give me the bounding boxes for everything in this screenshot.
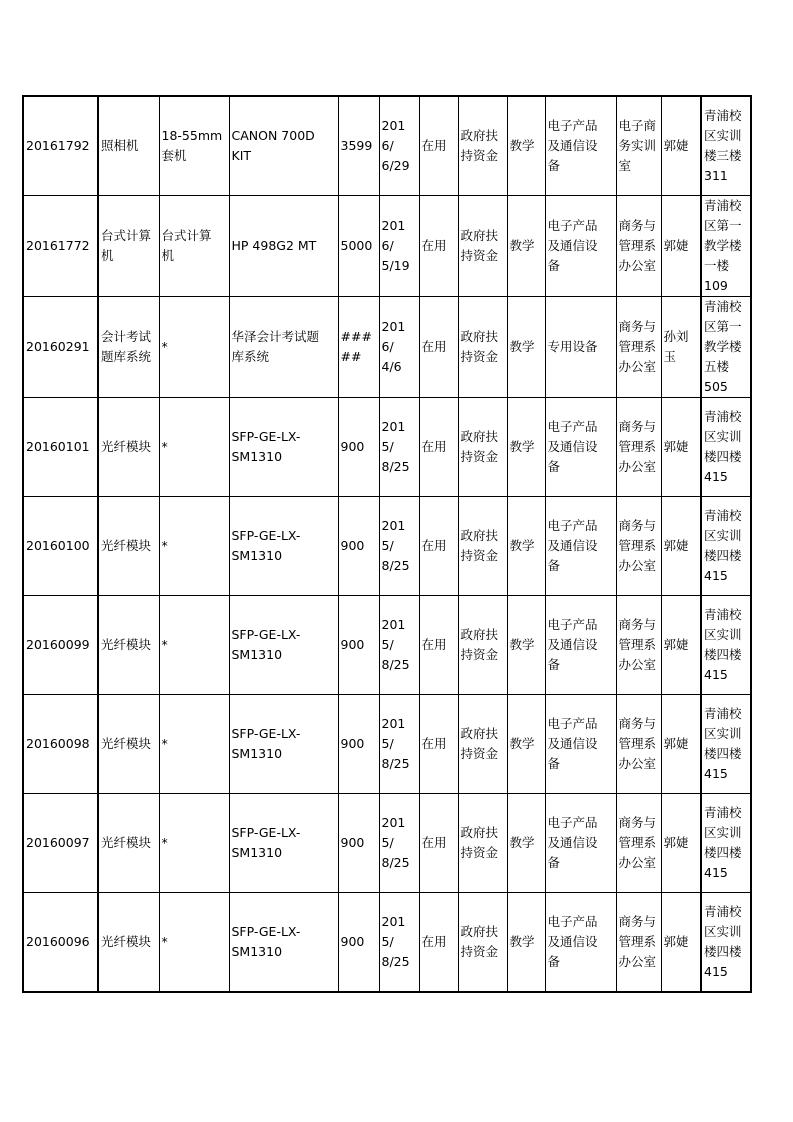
asset-name-cell: 光纤模块	[98, 794, 159, 893]
location-cell: 青浦校 区第一 教学楼 一楼 109	[701, 196, 751, 297]
usage-cell: 教学	[507, 96, 545, 196]
spec-cell: 18-55mm 套机	[159, 96, 229, 196]
asset-id-cell: 20161792	[23, 96, 98, 196]
date-cell: 2016/ 4/6	[379, 297, 419, 398]
model-cell: HP 498G2 MT	[229, 196, 338, 297]
model-cell: SFP-GE-LX- SM1310	[229, 893, 338, 993]
spec-cell: *	[159, 794, 229, 893]
category-cell: 专用设备	[545, 297, 616, 398]
spec-cell: *	[159, 497, 229, 596]
price-cell: 3599	[338, 96, 379, 196]
asset-name-cell: 会计考试 题库系统	[98, 297, 159, 398]
funding-cell: 政府扶 持资金	[458, 497, 507, 596]
date-cell: 2016/ 5/19	[379, 196, 419, 297]
department-cell: 商务与 管理系 办公室	[616, 297, 661, 398]
location-cell: 青浦校 区实训 楼三楼 311	[701, 96, 751, 196]
location-cell: 青浦校 区实训 楼四楼 415	[701, 893, 751, 993]
asset-id-cell: 20160100	[23, 497, 98, 596]
usage-cell: 教学	[507, 893, 545, 993]
price-cell: 900	[338, 893, 379, 993]
location-cell: 青浦校 区第一 教学楼 五楼 505	[701, 297, 751, 398]
asset-id-cell: 20160291	[23, 297, 98, 398]
asset-name-cell: 光纤模块	[98, 497, 159, 596]
custodian-cell: 孙刘 玉	[661, 297, 701, 398]
asset-id-cell: 20161772	[23, 196, 98, 297]
location-cell: 青浦校 区实训 楼四楼 415	[701, 596, 751, 695]
model-cell: SFP-GE-LX- SM1310	[229, 497, 338, 596]
usage-cell: 教学	[507, 794, 545, 893]
date-cell: 2015/ 8/25	[379, 794, 419, 893]
usage-cell: 教学	[507, 497, 545, 596]
location-cell: 青浦校 区实训 楼四楼 415	[701, 398, 751, 497]
date-cell: 2015/ 8/25	[379, 596, 419, 695]
table-row	[23, 96, 751, 196]
custodian-cell: 郭婕	[661, 695, 701, 794]
funding-cell: 政府扶 持资金	[458, 96, 507, 196]
department-cell: 商务与 管理系 办公室	[616, 794, 661, 893]
asset-id-cell: 20160101	[23, 398, 98, 497]
date-cell: 2015/ 8/25	[379, 398, 419, 497]
date-cell: 2015/ 8/25	[379, 695, 419, 794]
spec-cell: *	[159, 695, 229, 794]
status-cell: 在用	[419, 497, 458, 596]
price-cell: #####	[338, 297, 379, 398]
department-cell: 商务与 管理系 办公室	[616, 893, 661, 993]
category-cell: 电子产品 及通信设 备	[545, 695, 616, 794]
table-row	[23, 794, 751, 893]
price-cell: 900	[338, 398, 379, 497]
custodian-cell: 郭婕	[661, 497, 701, 596]
location-cell: 青浦校 区实训 楼四楼 415	[701, 794, 751, 893]
department-cell: 商务与 管理系 办公室	[616, 497, 661, 596]
funding-cell: 政府扶 持资金	[458, 695, 507, 794]
custodian-cell: 郭婕	[661, 398, 701, 497]
spec-cell: *	[159, 893, 229, 993]
status-cell: 在用	[419, 893, 458, 993]
funding-cell: 政府扶 持资金	[458, 196, 507, 297]
status-cell: 在用	[419, 596, 458, 695]
table-row	[23, 297, 751, 398]
asset-name-cell: 照相机	[98, 96, 159, 196]
custodian-cell: 郭婕	[661, 96, 701, 196]
table-row	[23, 893, 751, 993]
custodian-cell: 郭婕	[661, 196, 701, 297]
asset-rows	[23, 96, 751, 992]
asset-name-cell: 台式计算 机	[98, 196, 159, 297]
asset-name-cell: 光纤模块	[98, 695, 159, 794]
department-cell: 商务与 管理系 办公室	[616, 196, 661, 297]
department-cell: 商务与 管理系 办公室	[616, 398, 661, 497]
location-cell: 青浦校 区实训 楼四楼 415	[701, 497, 751, 596]
date-cell: 2015/ 8/25	[379, 893, 419, 993]
usage-cell: 教学	[507, 596, 545, 695]
department-cell: 商务与 管理系 办公室	[616, 596, 661, 695]
custodian-cell: 郭婕	[661, 596, 701, 695]
asset-table	[22, 95, 752, 993]
usage-cell: 教学	[507, 398, 545, 497]
status-cell: 在用	[419, 695, 458, 794]
category-cell: 电子产品 及通信设 备	[545, 196, 616, 297]
model-cell: CANON 700D KIT	[229, 96, 338, 196]
status-cell: 在用	[419, 398, 458, 497]
asset-id-cell: 20160097	[23, 794, 98, 893]
model-cell: SFP-GE-LX- SM1310	[229, 596, 338, 695]
asset-id-cell: 20160098	[23, 695, 98, 794]
category-cell: 电子产品 及通信设 备	[545, 96, 616, 196]
table-row	[23, 398, 751, 497]
asset-name-cell: 光纤模块	[98, 893, 159, 993]
category-cell: 电子产品 及通信设 备	[545, 497, 616, 596]
status-cell: 在用	[419, 196, 458, 297]
model-cell: SFP-GE-LX- SM1310	[229, 695, 338, 794]
spec-cell: *	[159, 297, 229, 398]
usage-cell: 教学	[507, 297, 545, 398]
category-cell: 电子产品 及通信设 备	[545, 596, 616, 695]
usage-cell: 教学	[507, 196, 545, 297]
category-cell: 电子产品 及通信设 备	[545, 893, 616, 993]
model-cell: SFP-GE-LX- SM1310	[229, 398, 338, 497]
status-cell: 在用	[419, 794, 458, 893]
model-cell: 华泽会计考试题 库系统	[229, 297, 338, 398]
table-row	[23, 497, 751, 596]
custodian-cell: 郭婕	[661, 893, 701, 993]
category-cell: 电子产品 及通信设 备	[545, 398, 616, 497]
funding-cell: 政府扶 持资金	[458, 893, 507, 993]
spec-cell: *	[159, 596, 229, 695]
asset-name-cell: 光纤模块	[98, 398, 159, 497]
price-cell: 5000	[338, 196, 379, 297]
asset-name-cell: 光纤模块	[98, 596, 159, 695]
location-cell: 青浦校 区实训 楼四楼 415	[701, 695, 751, 794]
usage-cell: 教学	[507, 695, 545, 794]
funding-cell: 政府扶 持资金	[458, 794, 507, 893]
custodian-cell: 郭婕	[661, 794, 701, 893]
spec-cell: 台式计算 机	[159, 196, 229, 297]
price-cell: 900	[338, 596, 379, 695]
spec-cell: *	[159, 398, 229, 497]
table-row	[23, 196, 751, 297]
funding-cell: 政府扶 持资金	[458, 297, 507, 398]
department-cell: 商务与 管理系 办公室	[616, 695, 661, 794]
table-row	[23, 695, 751, 794]
model-cell: SFP-GE-LX- SM1310	[229, 794, 338, 893]
price-cell: 900	[338, 695, 379, 794]
date-cell: 2016/ 6/29	[379, 96, 419, 196]
asset-id-cell: 20160099	[23, 596, 98, 695]
price-cell: 900	[338, 497, 379, 596]
department-cell: 电子商 务实训 室	[616, 96, 661, 196]
status-cell: 在用	[419, 297, 458, 398]
funding-cell: 政府扶 持资金	[458, 596, 507, 695]
funding-cell: 政府扶 持资金	[458, 398, 507, 497]
category-cell: 电子产品 及通信设 备	[545, 794, 616, 893]
asset-id-cell: 20160096	[23, 893, 98, 993]
status-cell: 在用	[419, 96, 458, 196]
table-row	[23, 596, 751, 695]
price-cell: 900	[338, 794, 379, 893]
date-cell: 2015/ 8/25	[379, 497, 419, 596]
